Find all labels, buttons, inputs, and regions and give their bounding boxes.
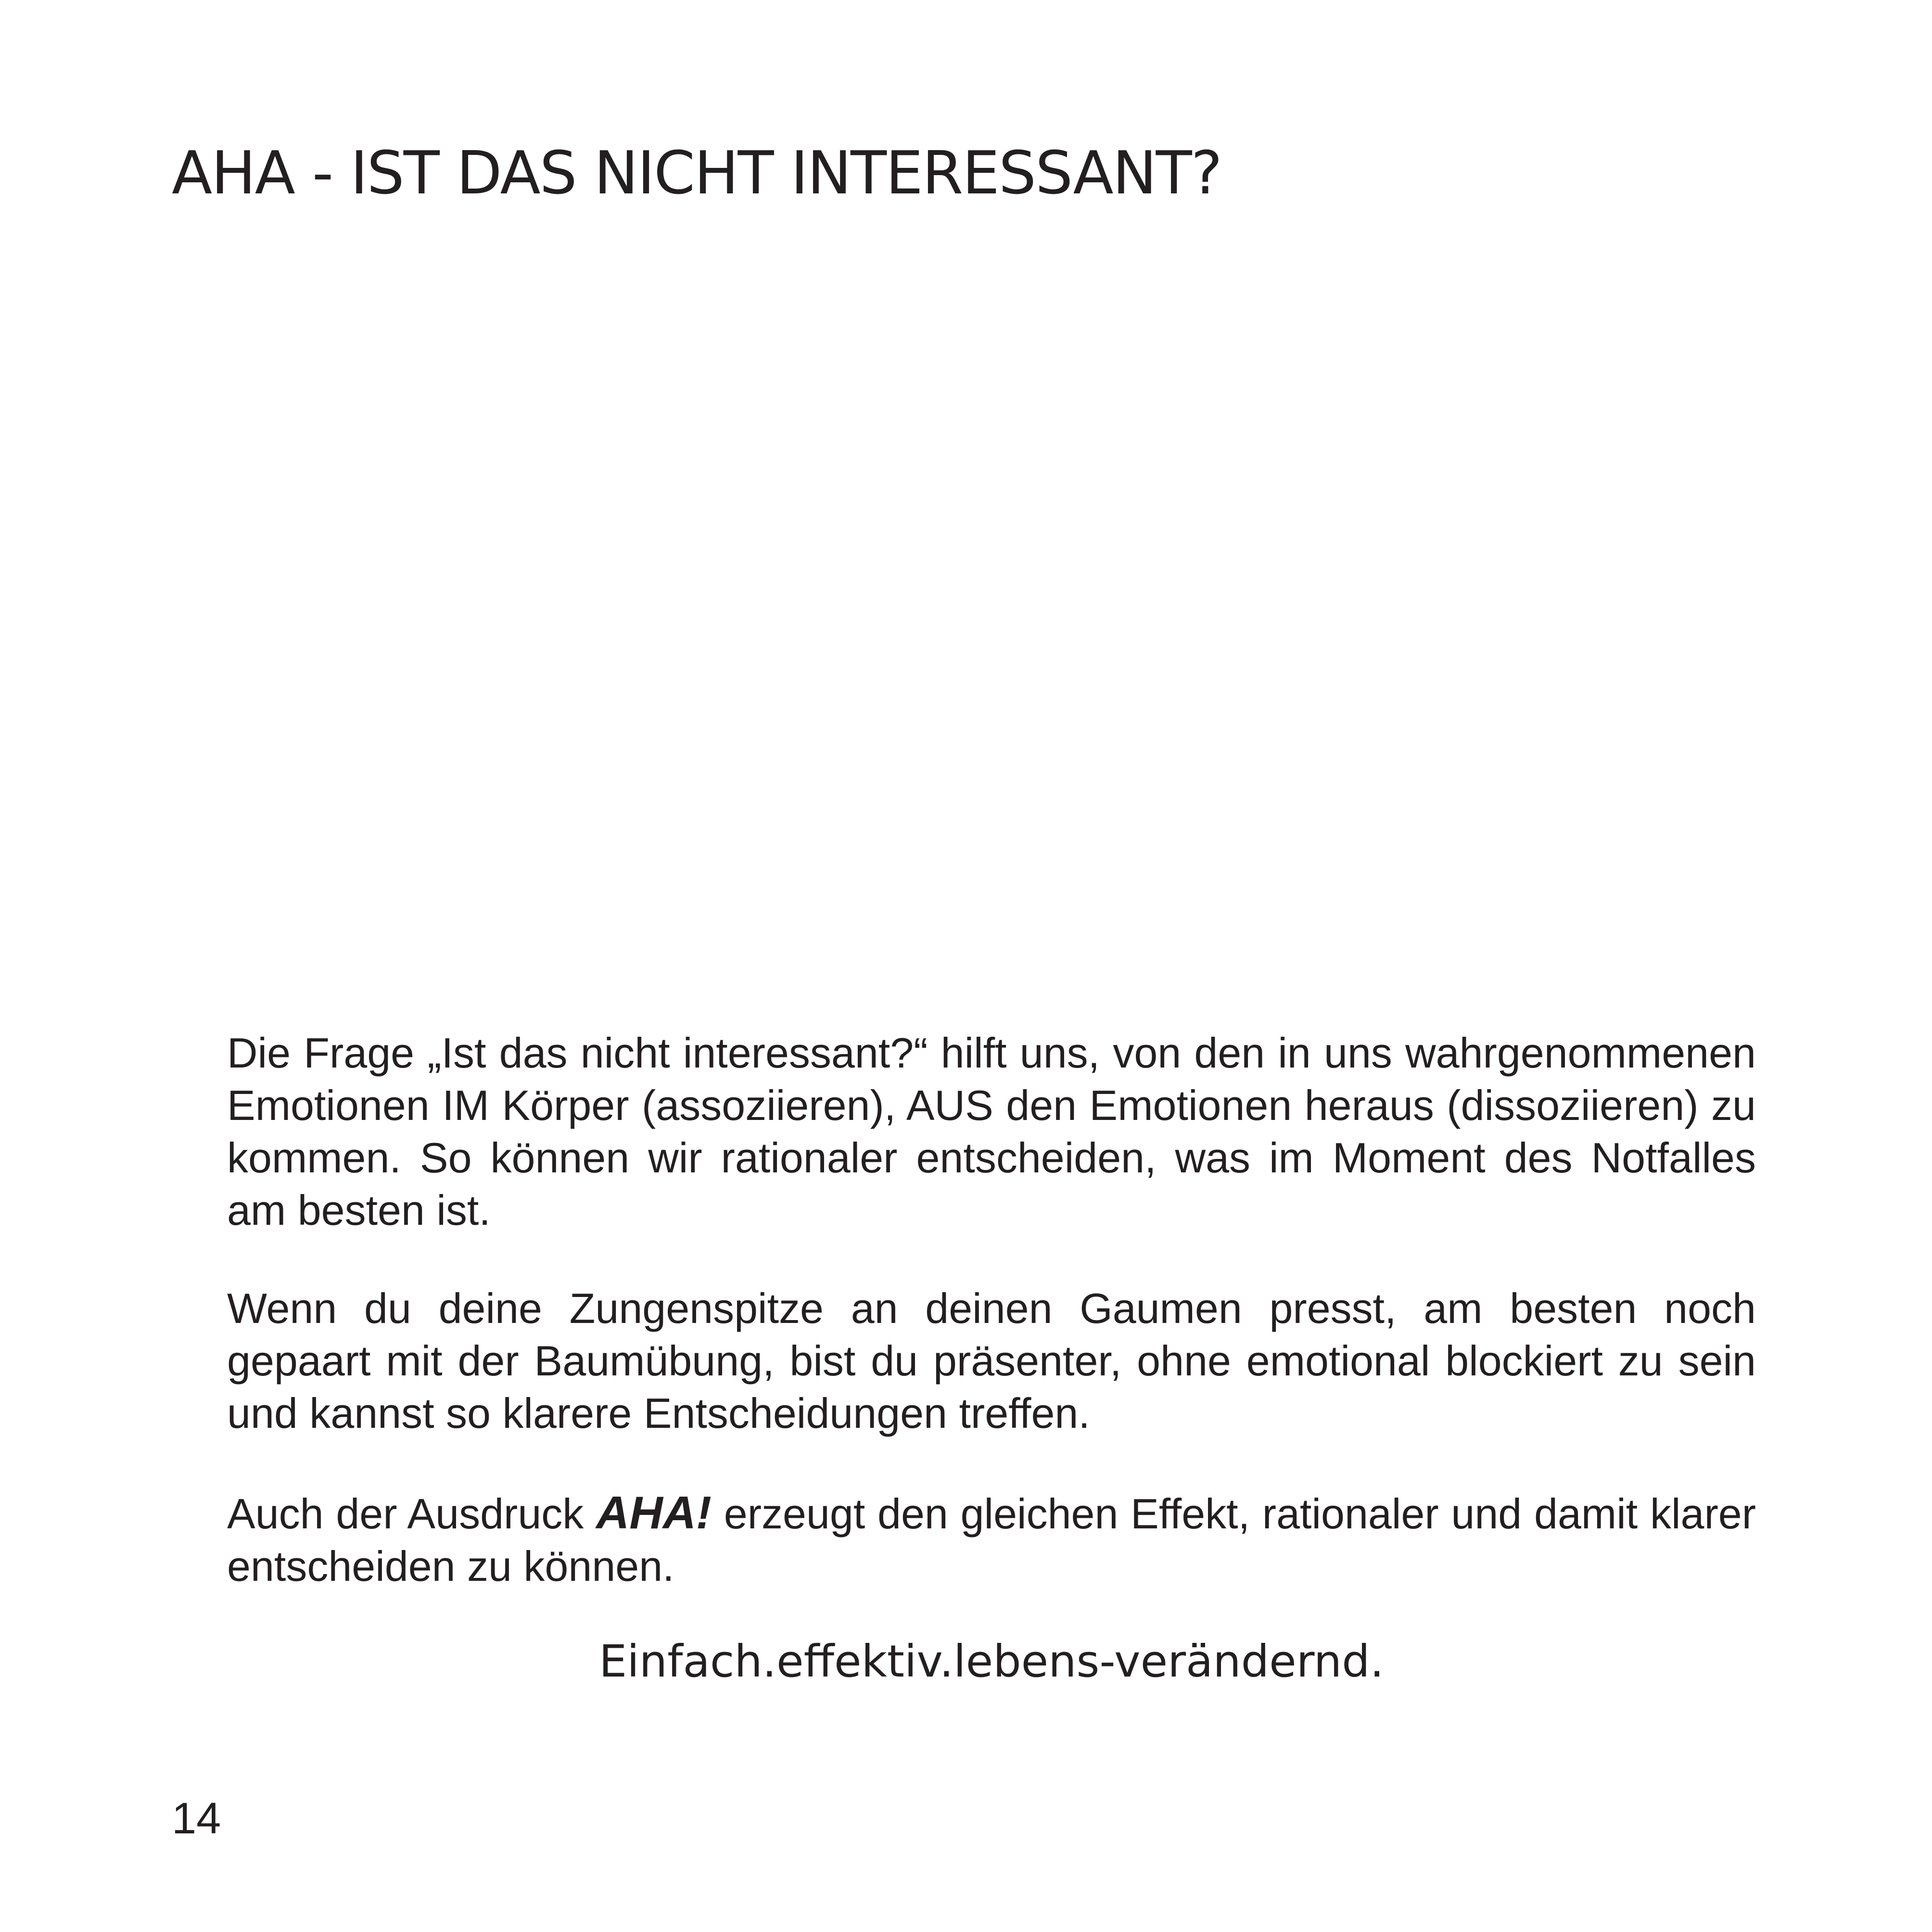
paragraph-3-text <box>227 1487 1756 1592</box>
paragraph-3-before: Auch der Ausdruck <box>227 1490 597 1538</box>
slogan: Einfach.effektiv.lebens-verändernd. <box>599 1636 1384 1687</box>
paragraph-3-after: erzeugt den gleichen Effekt, rationaler und damit klarer entscheiden zu können. <box>227 1490 1756 1590</box>
page-number: 14 <box>172 1794 221 1843</box>
paragraph-2-text: Wenn du deine Zungenspitze an deinen Gaumen presst, am besten noch gepaart mit der Baumübung, bist du präsenter, ohne emotional blockiert zu sein und kannst so klarere Entscheidungen treffen. <box>227 1284 1756 1437</box>
aha-emphasis: AHA! <box>596 1487 712 1538</box>
paragraph-1-text: Die Frage „Ist das nicht interessant?“ hilft uns, von den in uns wahrgenommenen Emotionen IM Körper (assoziieren), AUS den Emotionen heraus (dissoziieren) zu kommen. So können wir rationaler entscheiden, was im Moment des Notfalles am besten ist. <box>227 1029 1756 1234</box>
paragraph-2 <box>227 1282 1756 1439</box>
paragraph-1 <box>227 1027 1756 1236</box>
paragraph-3 <box>227 1487 1756 1592</box>
page-title: AHA - IST DAS NICHT INTERESSANT? <box>172 139 1222 208</box>
